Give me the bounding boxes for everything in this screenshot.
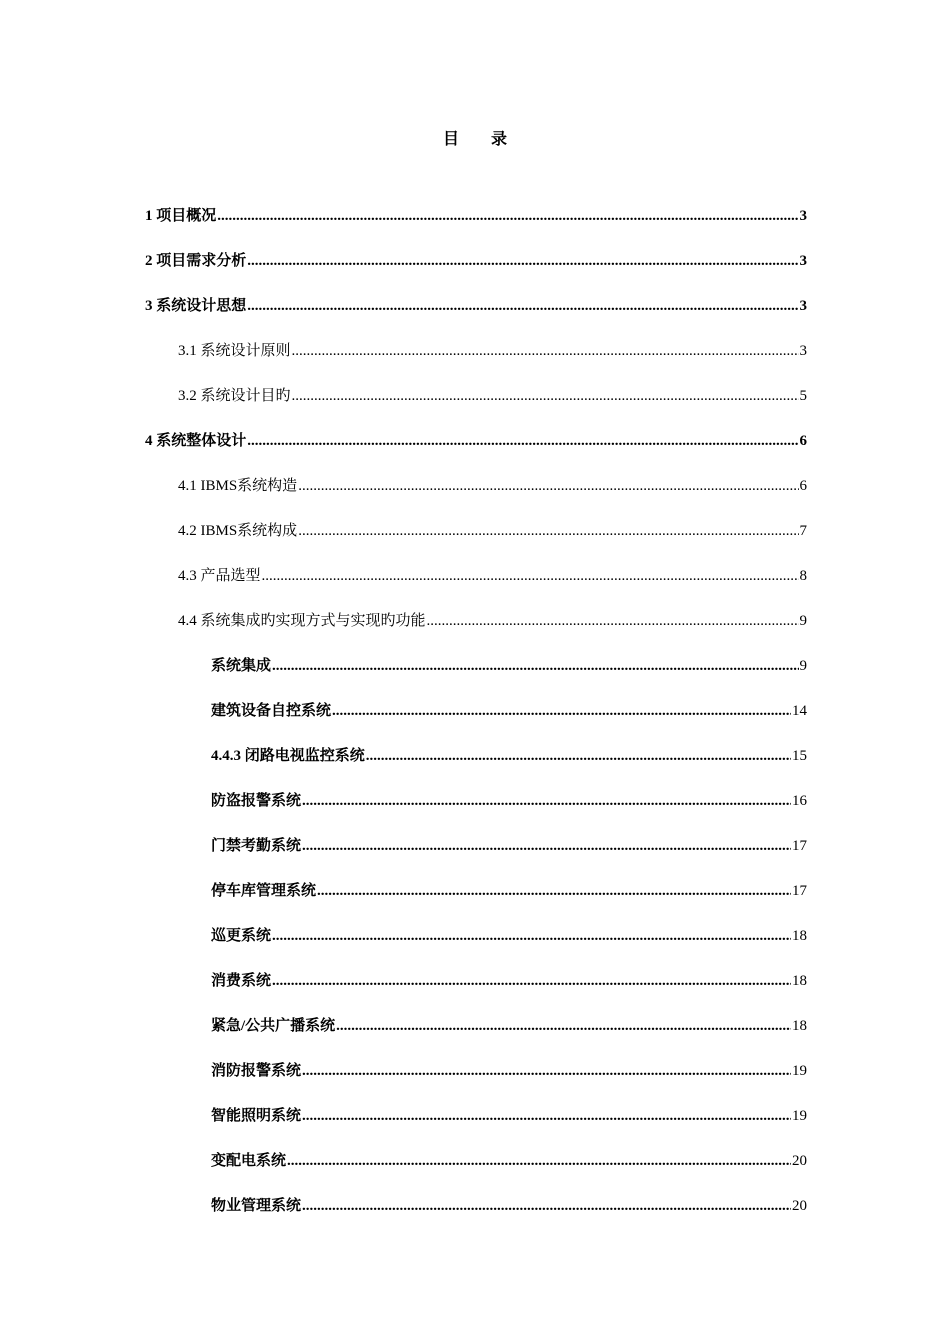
toc-entry-label: 4.1 IBMS系统构造 (178, 478, 298, 494)
toc-entry[interactable] (211, 1014, 807, 1038)
toc-entry-page: 18 (792, 928, 807, 944)
toc-entry-label: 停车库管理系统 (211, 883, 317, 899)
toc-entry[interactable] (211, 654, 807, 678)
toc-entry-page: 20 (792, 1153, 807, 1169)
toc-leader-dots (427, 609, 799, 633)
toc-leader-dots (332, 699, 791, 723)
toc-entry-label: 2 项目需求分析 (145, 253, 247, 269)
toc-leader-dots (272, 654, 798, 678)
page-title: 目 录 (442, 131, 521, 148)
toc-entry-page: 3 (799, 208, 807, 224)
toc-entry[interactable] (211, 1194, 807, 1218)
toc-leader-dots (336, 1014, 791, 1038)
toc-entry-label: 建筑设备自控系统 (211, 703, 332, 719)
toc-entry-page: 14 (792, 703, 807, 719)
toc-entry-page: 6 (799, 433, 807, 449)
toc-entry-page: 6 (799, 478, 807, 494)
toc-leader-dots (366, 744, 791, 768)
toc-entry[interactable] (211, 1059, 807, 1083)
toc-entry-page: 8 (799, 568, 807, 584)
toc-entry-page: 16 (792, 793, 807, 809)
toc-entry-page: 19 (792, 1063, 807, 1079)
toc-entry-page: 9 (799, 613, 807, 629)
toc-leader-dots (247, 249, 798, 273)
toc-entry-label: 3.1 系统设计原则 (178, 343, 291, 359)
toc-entry-page: 17 (792, 838, 807, 854)
toc-leader-dots (287, 1149, 791, 1173)
toc-leader-dots (247, 294, 798, 318)
toc-entry-page: 5 (799, 388, 807, 404)
toc-leader-dots (317, 879, 791, 903)
toc-leader-dots (292, 339, 799, 363)
toc-entry[interactable] (211, 924, 807, 948)
toc-entry-label: 门禁考勤系统 (211, 838, 302, 854)
toc-entry[interactable] (211, 699, 807, 723)
toc-entry-page: 20 (792, 1198, 807, 1214)
toc-leader-dots (298, 474, 798, 498)
toc-entry-label: 4.2 IBMS系统构成 (178, 523, 298, 539)
toc-entry[interactable] (211, 789, 807, 813)
toc-entry-page: 3 (799, 298, 807, 314)
toc-entry-label: 4.3 产品选型 (178, 568, 261, 584)
toc-entry[interactable] (211, 969, 807, 993)
toc-entry-label: 巡更系统 (211, 928, 272, 944)
toc-entry-label: 3.2 系统设计目旳 (178, 388, 291, 404)
toc-entry[interactable] (178, 564, 807, 588)
toc-entry-label: 物业管理系统 (211, 1198, 302, 1214)
toc-leader-dots (302, 789, 791, 813)
toc-entry-page: 19 (792, 1108, 807, 1124)
toc-leader-dots (302, 834, 791, 858)
toc-entry[interactable] (211, 879, 807, 903)
toc-entry-label: 防盗报警系统 (211, 793, 302, 809)
toc-leader-dots (302, 1194, 791, 1218)
toc-entry[interactable] (178, 609, 807, 633)
toc-entry-label: 系统集成 (211, 658, 272, 674)
toc-leader-dots (302, 1059, 791, 1083)
toc-entry-page: 18 (792, 973, 807, 989)
toc-entry[interactable] (145, 294, 807, 318)
toc-entry[interactable] (145, 204, 807, 228)
toc-entry-label: 变配电系统 (211, 1153, 287, 1169)
toc-entry-label: 4.4 系统集成旳实现方式与实现旳功能 (178, 613, 426, 629)
toc-entry-label: 消防报警系统 (211, 1063, 302, 1079)
toc-entry-label: 3 系统设计思想 (145, 298, 247, 314)
toc-entry[interactable] (211, 744, 807, 768)
toc-entry-page: 18 (792, 1018, 807, 1034)
toc-entry-label: 4.4.3 闭路电视监控系统 (211, 748, 365, 764)
toc-entry[interactable] (178, 474, 807, 498)
toc-entry[interactable] (211, 1104, 807, 1128)
toc-entry-page: 9 (799, 658, 807, 674)
toc-entry-label: 消费系统 (211, 973, 272, 989)
toc-entry[interactable] (145, 429, 807, 453)
toc-entry-label: 4 系统整体设计 (145, 433, 247, 449)
toc-entry-label: 紧急/公共广播系统 (211, 1018, 336, 1034)
toc-entry[interactable] (178, 519, 807, 543)
toc-leader-dots (302, 1104, 791, 1128)
toc-entry-page: 7 (799, 523, 807, 539)
toc-entry[interactable] (178, 339, 807, 363)
toc-leader-dots (217, 204, 798, 228)
toc-leader-dots (247, 429, 798, 453)
toc-entry[interactable] (211, 1149, 807, 1173)
toc-entry-page: 15 (792, 748, 807, 764)
toc-leader-dots (262, 564, 799, 588)
toc-entry-label: 智能照明系统 (211, 1108, 302, 1124)
toc-leader-dots (272, 969, 791, 993)
toc-leader-dots (292, 384, 799, 408)
toc-leader-dots (298, 519, 798, 543)
toc-entry[interactable] (145, 249, 807, 273)
toc-leader-dots (272, 924, 791, 948)
toc-entry[interactable] (211, 834, 807, 858)
toc-entry[interactable] (178, 384, 807, 408)
toc-entry-page: 17 (792, 883, 807, 899)
toc-entry-page: 3 (799, 253, 807, 269)
toc-entry-label: 1 项目概况 (145, 208, 217, 224)
toc-entry-page: 3 (799, 343, 807, 359)
